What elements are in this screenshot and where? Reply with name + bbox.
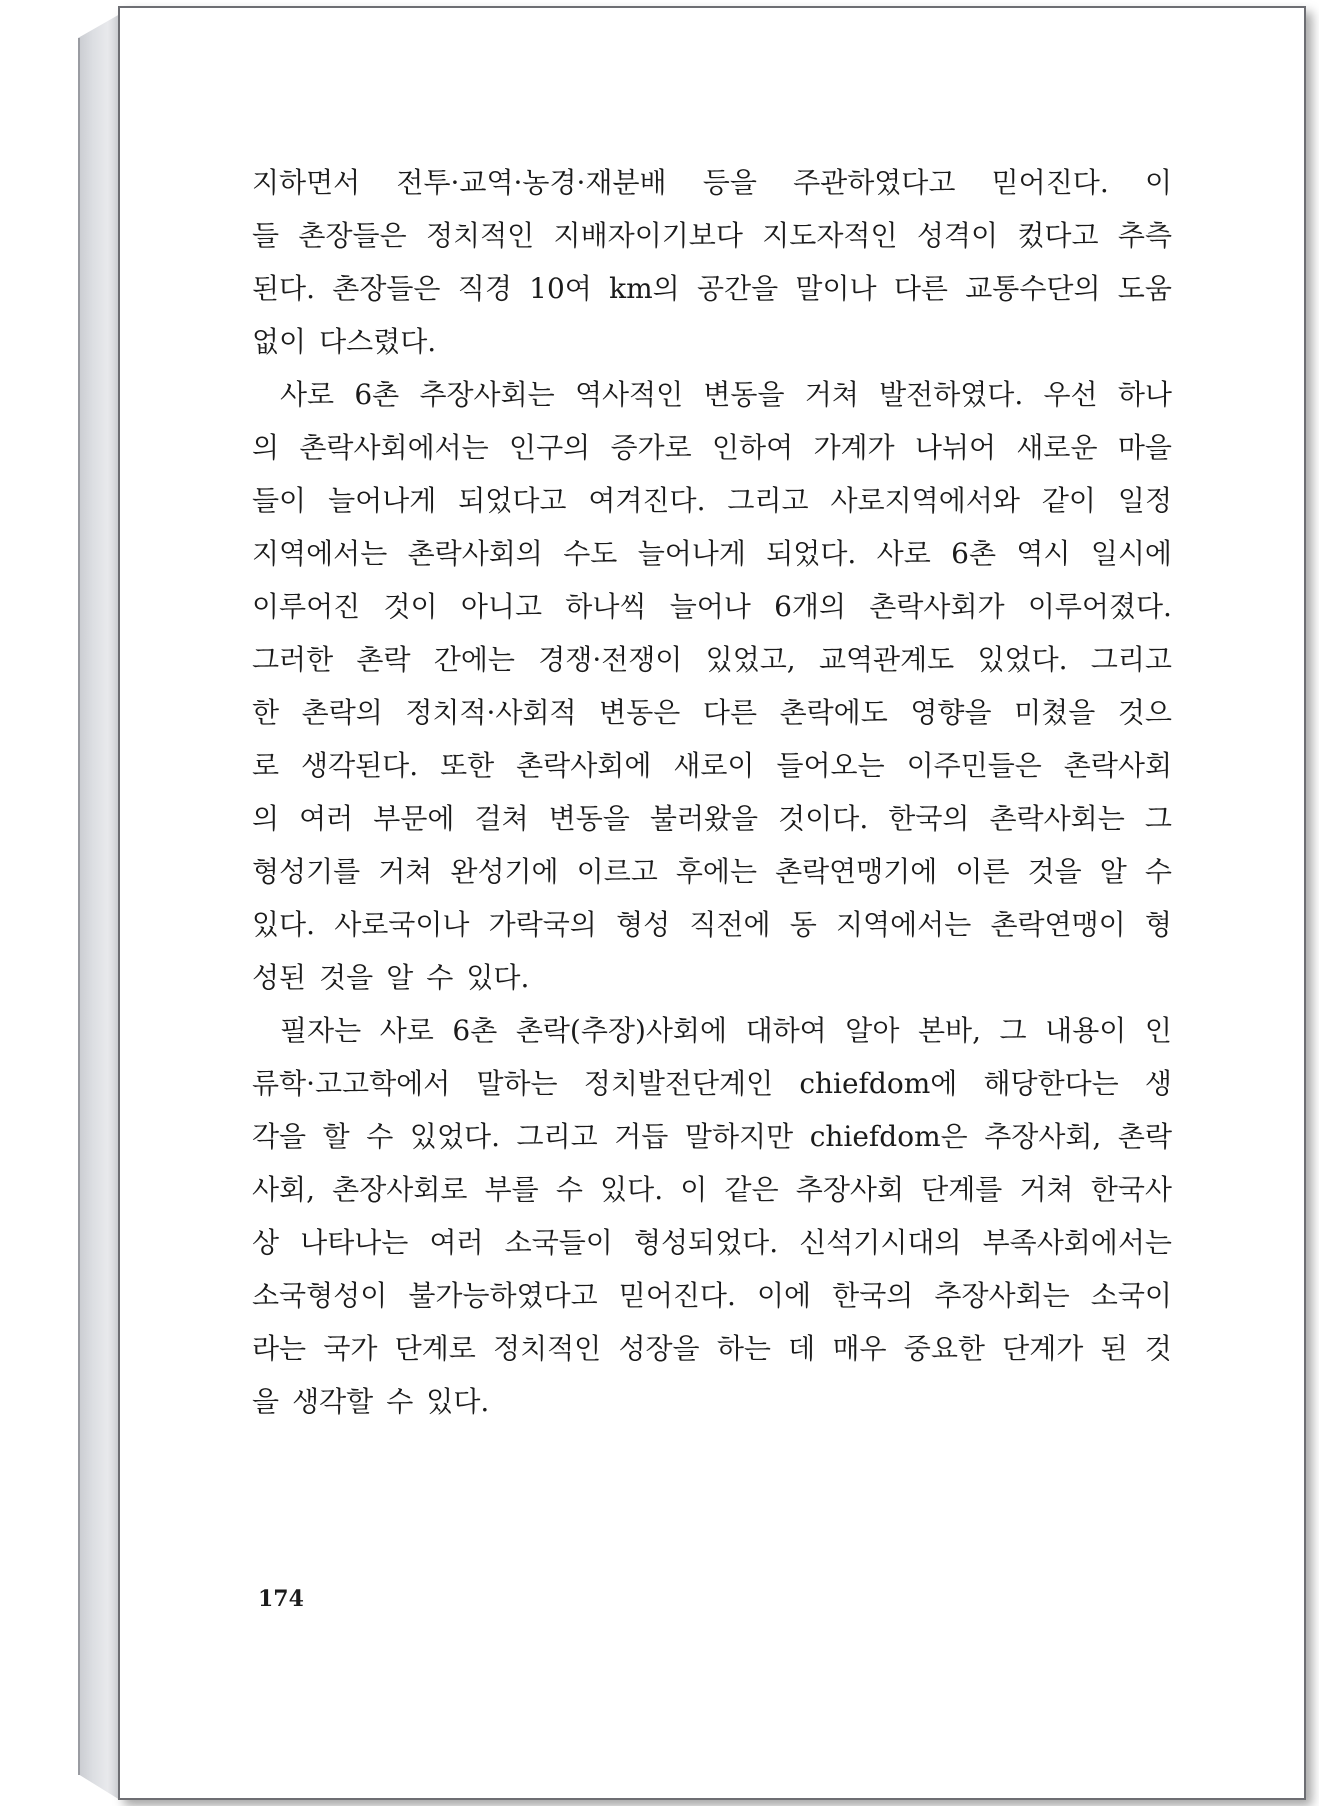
text-line: 사회, 촌장사회로 부를 수 있다. 이 같은 추장사회 단계를 거쳐 한국사 bbox=[252, 1173, 1172, 1206]
text-line: 사로 6촌 추장사회는 역사적인 변동을 거쳐 발전하였다. 우선 하나 bbox=[280, 378, 1172, 411]
body-text bbox=[252, 156, 1172, 1428]
page-edge bbox=[78, 14, 120, 1800]
text-line: 들이 늘어나게 되었다고 여겨진다. 그리고 사로지역에서와 같이 일정 bbox=[252, 484, 1172, 517]
text-line: 라는 국가 단계로 정치적인 성장을 하는 데 매우 중요한 단계가 된 것 bbox=[252, 1332, 1172, 1365]
text-line: 된다. 촌장들은 직경 10여 km의 공간을 말이나 다른 교통수단의 도움 bbox=[252, 272, 1172, 305]
text-line: 형성기를 거쳐 완성기에 이르고 후에는 촌락연맹기에 이른 것을 알 수 bbox=[252, 855, 1172, 888]
page-number: 174 bbox=[258, 1586, 304, 1612]
text-line: 그러한 촌락 간에는 경쟁·전쟁이 있었고, 교역관계도 있었다. 그리고 bbox=[252, 643, 1172, 676]
text-line: 의 여러 부문에 걸쳐 변동을 불러왔을 것이다. 한국의 촌락사회는 그 bbox=[252, 802, 1172, 835]
text-line: 없이 다스렸다. bbox=[252, 325, 437, 358]
text-line: 이루어진 것이 아니고 하나씩 늘어나 6개의 촌락사회가 이루어졌다. bbox=[252, 590, 1172, 623]
text-line: 필자는 사로 6촌 촌락(추장)사회에 대하여 알아 본바, 그 내용이 인 bbox=[280, 1014, 1172, 1047]
text-line: 상 나타나는 여러 소국들이 형성되었다. 신석기시대의 부족사회에서는 bbox=[252, 1226, 1172, 1259]
text-line: 들 촌장들은 정치적인 지배자이기보다 지도자적인 성격이 컸다고 추측 bbox=[252, 219, 1172, 252]
text-line: 각을 할 수 있었다. 그리고 거듭 말하지만 chiefdom은 추장사회, 촌락 bbox=[252, 1120, 1172, 1153]
text-line: 로 생각된다. 또한 촌락사회에 새로이 들어오는 이주민들은 촌락사회 bbox=[252, 749, 1172, 782]
text-line: 지역에서는 촌락사회의 수도 늘어나게 되었다. 사로 6촌 역시 일시에 bbox=[252, 537, 1172, 570]
text-line: 한 촌락의 정치적·사회적 변동은 다른 촌락에도 영향을 미쳤을 것으 bbox=[252, 696, 1172, 729]
text-line: 지하면서 전투·교역·농경·재분배 등을 주관하였다고 믿어진다. 이 bbox=[252, 166, 1172, 199]
text-line: 의 촌락사회에서는 인구의 증가로 인하여 가계가 나뉘어 새로운 마을 bbox=[252, 431, 1172, 464]
text-line: 있다. 사로국이나 가락국의 형성 직전에 동 지역에서는 촌락연맹이 형 bbox=[252, 908, 1172, 941]
page-edge-line bbox=[78, 38, 80, 1775]
text-line: 을 생각할 수 있다. bbox=[252, 1385, 490, 1418]
text-line: 성된 것을 알 수 있다. bbox=[252, 961, 530, 994]
text-line: 소국형성이 불가능하였다고 믿어진다. 이에 한국의 추장사회는 소국이 bbox=[252, 1279, 1172, 1312]
text-line: 류학·고고학에서 말하는 정치발전단계인 chiefdom에 해당한다는 생 bbox=[252, 1067, 1172, 1100]
